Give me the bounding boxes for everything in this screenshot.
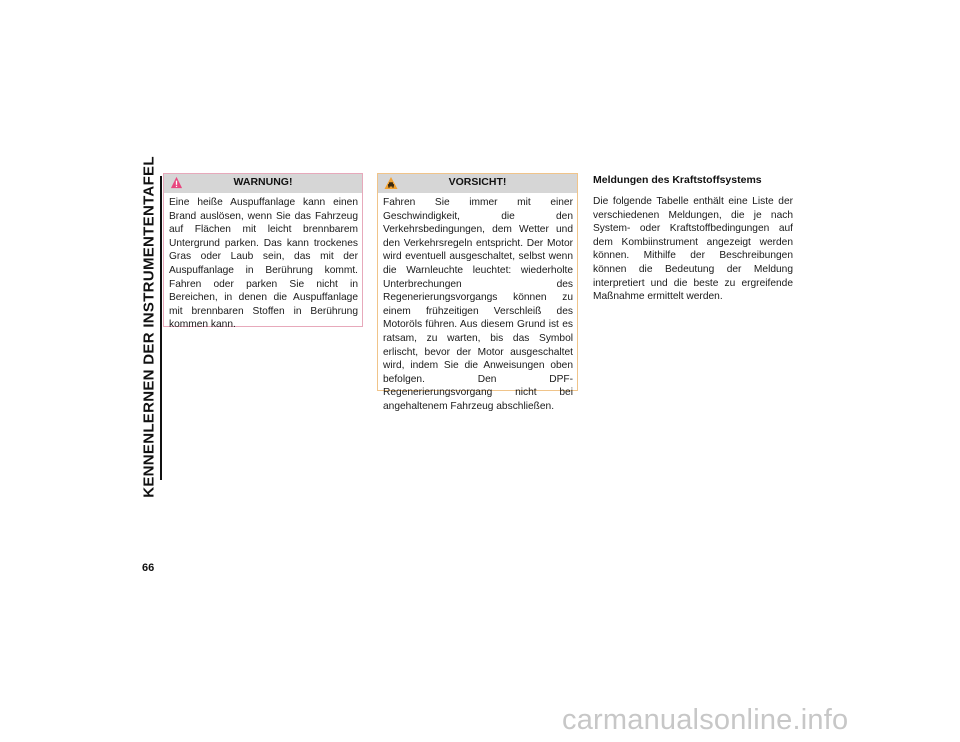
warning-header bbox=[164, 174, 362, 194]
section-text: Die folgende Tabelle enthält eine Liste der verschiedenen Meldungen, die je nach System- oder Kraftstoffbedingungen auf dem Kombiinstrument angezeigt werden können. Mithilfe der Beschreibungen können die Bedeutung der Meldung interpretiert und die beste zu ergreifende Maßnahme ermittelt werden. bbox=[593, 196, 793, 303]
caution-header bbox=[378, 174, 577, 194]
chapter-title-text: KENNENLERNEN DER INSTRUMENTENTAFEL bbox=[140, 156, 158, 498]
caution-text: Fahren Sie immer mit einer Geschwindigkeit, die den Verkehrsbedingungen, dem Wetter und den Verkehrsregeln entspricht. Der Motor wird eventuell ausgeschaltet, selbst wenn die Warnleuchte leuchtet: wiederholte Unterbrechungen des Regenerierungsvorgangs können zu einem frühzeitigen Verschleiß des Motoröls führen. Aus diesem Grund ist es ratsam, zu warten, bis das Symbol erlischt, bevor der Motor ausgeschaltet wird, indem Sie die Anweisungen oben befolgen. Den DPF-Regenerierungsvorgang nicht bei angehaltenem Fahrzeug abschließen. bbox=[383, 197, 573, 412]
caution-title: VORSICHT! bbox=[448, 176, 507, 188]
chapter-divider bbox=[160, 176, 162, 480]
chapter-title bbox=[138, 156, 160, 498]
section-heading: Meldungen des Kraftstoffsystems bbox=[593, 174, 762, 186]
warning-title: WARNUNG! bbox=[233, 176, 293, 188]
page-number: 66 bbox=[142, 562, 155, 574]
warning-text: Eine heiße Auspuffanlage kann einen Brand auslösen, wenn Sie das Fahrzeug auf Flächen mit leicht brennbarem Untergrund parken. Das kann trockenes Gras oder Laub sein, das mit der Auspuffanlage in Berührung kommt. Fahren oder parken Sie nicht in Bereichen, in denen die Auspuffanlage mit brennbaren Stoffen in Berührung kommen kann. bbox=[169, 197, 358, 331]
watermark: carmanualsonline.info bbox=[562, 704, 849, 736]
warning-box bbox=[163, 173, 363, 331]
caution-box bbox=[377, 173, 578, 412]
